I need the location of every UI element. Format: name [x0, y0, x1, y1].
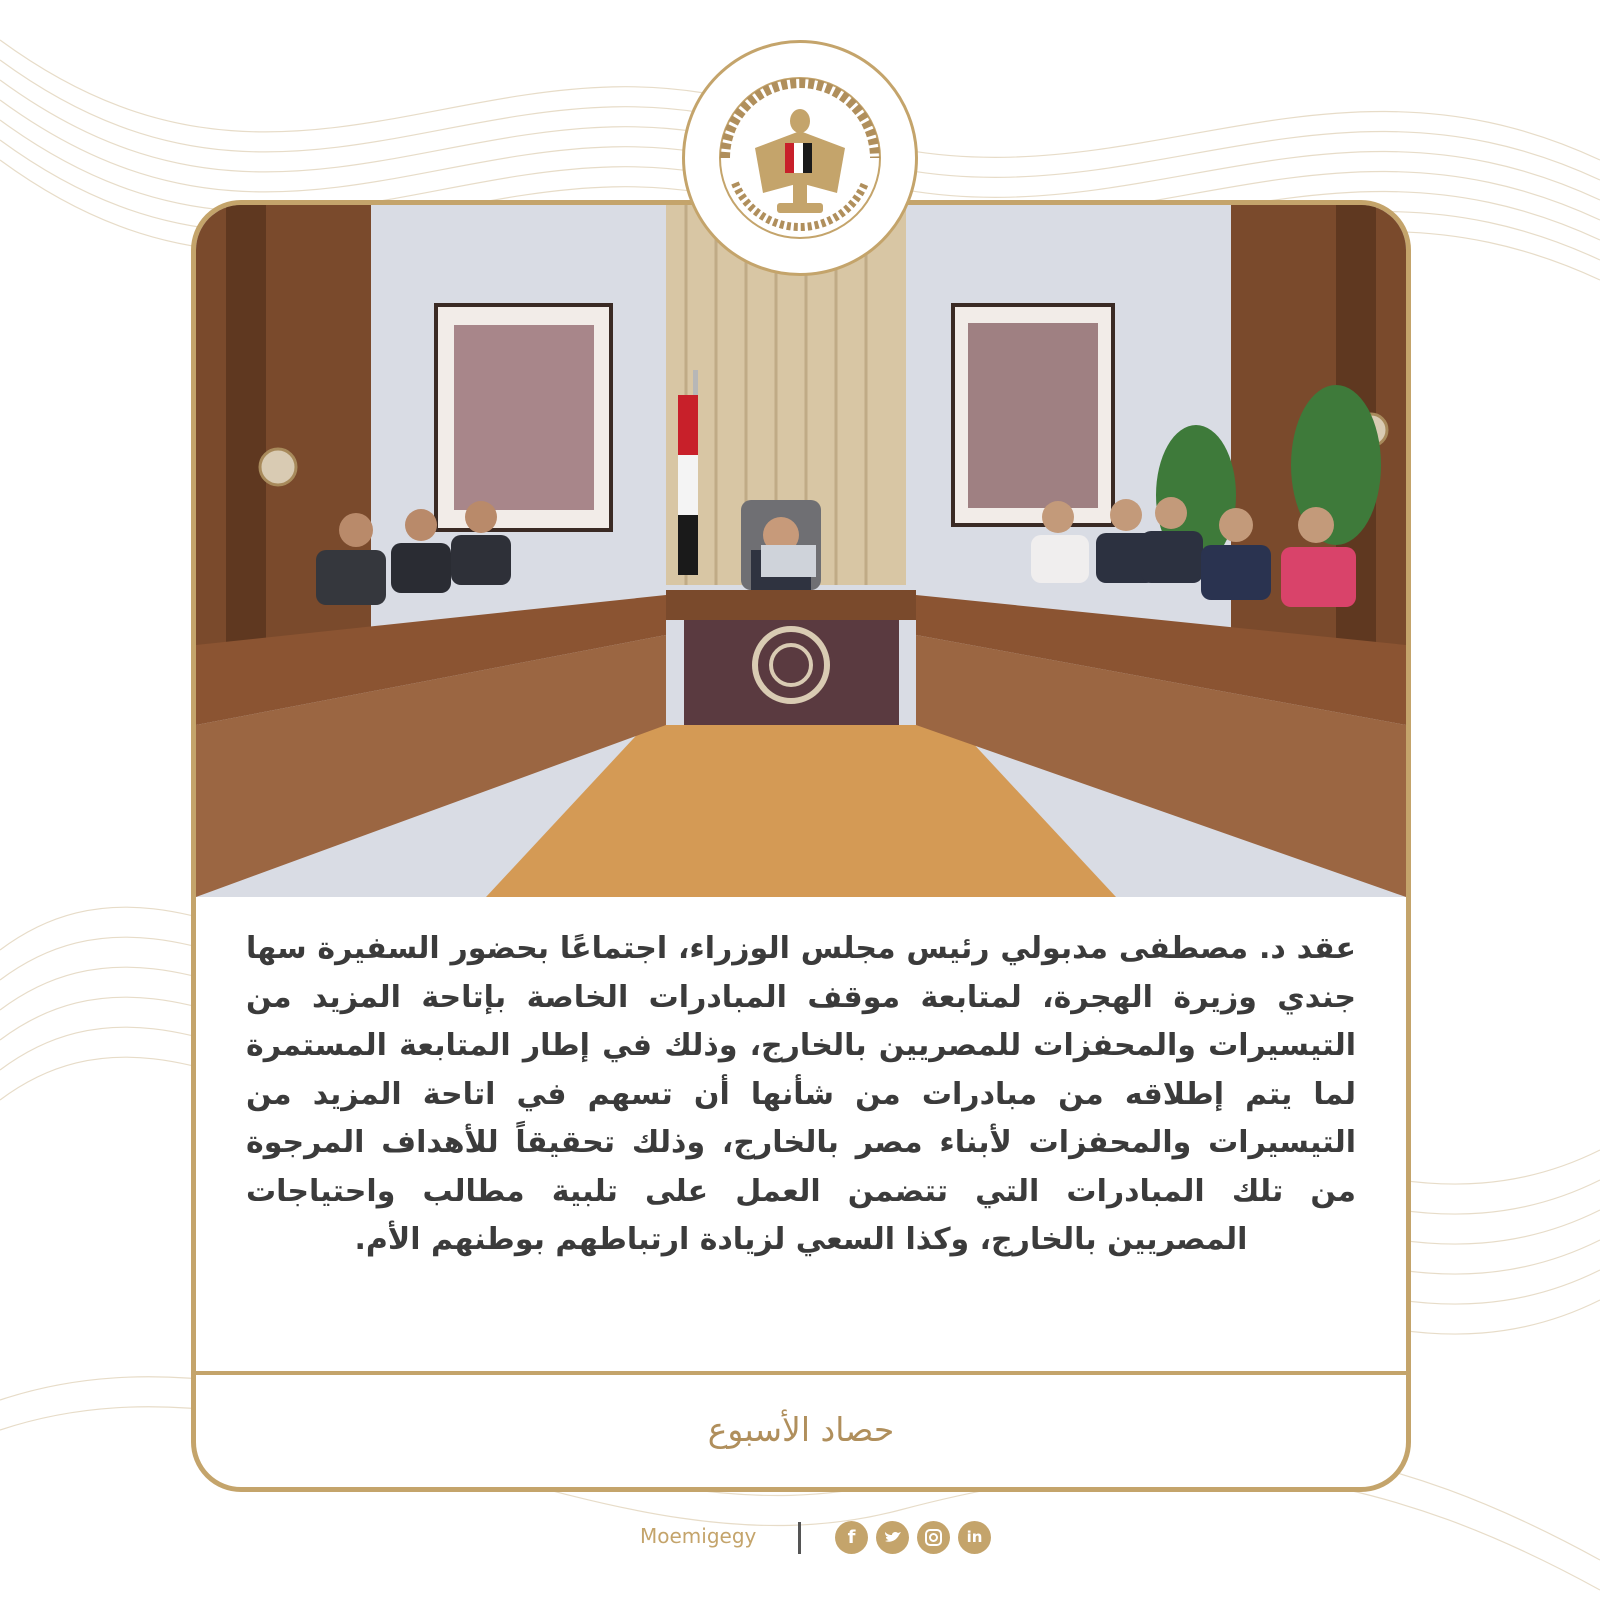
- social-separator: [798, 1522, 801, 1554]
- meeting-photo: [196, 205, 1406, 897]
- twitter-icon[interactable]: [876, 1521, 909, 1554]
- post-body-text: عقد د. مصطفى مدبولي رئيس مجلس الوزراء، اجتماعًا بحضور السفيرة سها جندي وزيرة الهجرة، لمتابعة موقف المبادرات الخاصة بإتاحة المزيد من التيسيرات والمحفزات للمصريين بالخارج، وذلك في إطار المتابعة المستمرة لما يتم إطلاقه من مبادرات من شأنها أن تسهم في اتاحة المزيد من التيسيرات والمحفزات لأبناء مصر بالخارج، وذلك تحقيقاً للأهداف المرجوة من تلك المبادرات التي تتضمن العمل على تلبية مطالب واحتياجات المصريين بالخارج، وكذا السعي لزيادة ارتباطهم بوطنهم الأم.: [246, 931, 1356, 1257]
- instagram-icon[interactable]: [917, 1521, 950, 1554]
- eagle-emblem-icon: [685, 43, 915, 273]
- footer-divider: [196, 1371, 1406, 1375]
- linkedin-icon[interactable]: in: [958, 1521, 991, 1554]
- footer-title: حصاد الأسبوع: [707, 1410, 895, 1449]
- post-card: [191, 200, 1411, 1492]
- social-handle[interactable]: Moemigegy: [640, 1524, 757, 1548]
- facebook-icon[interactable]: f: [835, 1521, 868, 1554]
- social-bar: [0, 1520, 1600, 1560]
- ministry-logo: [682, 40, 918, 276]
- meeting-photo-illustration: [196, 205, 1406, 897]
